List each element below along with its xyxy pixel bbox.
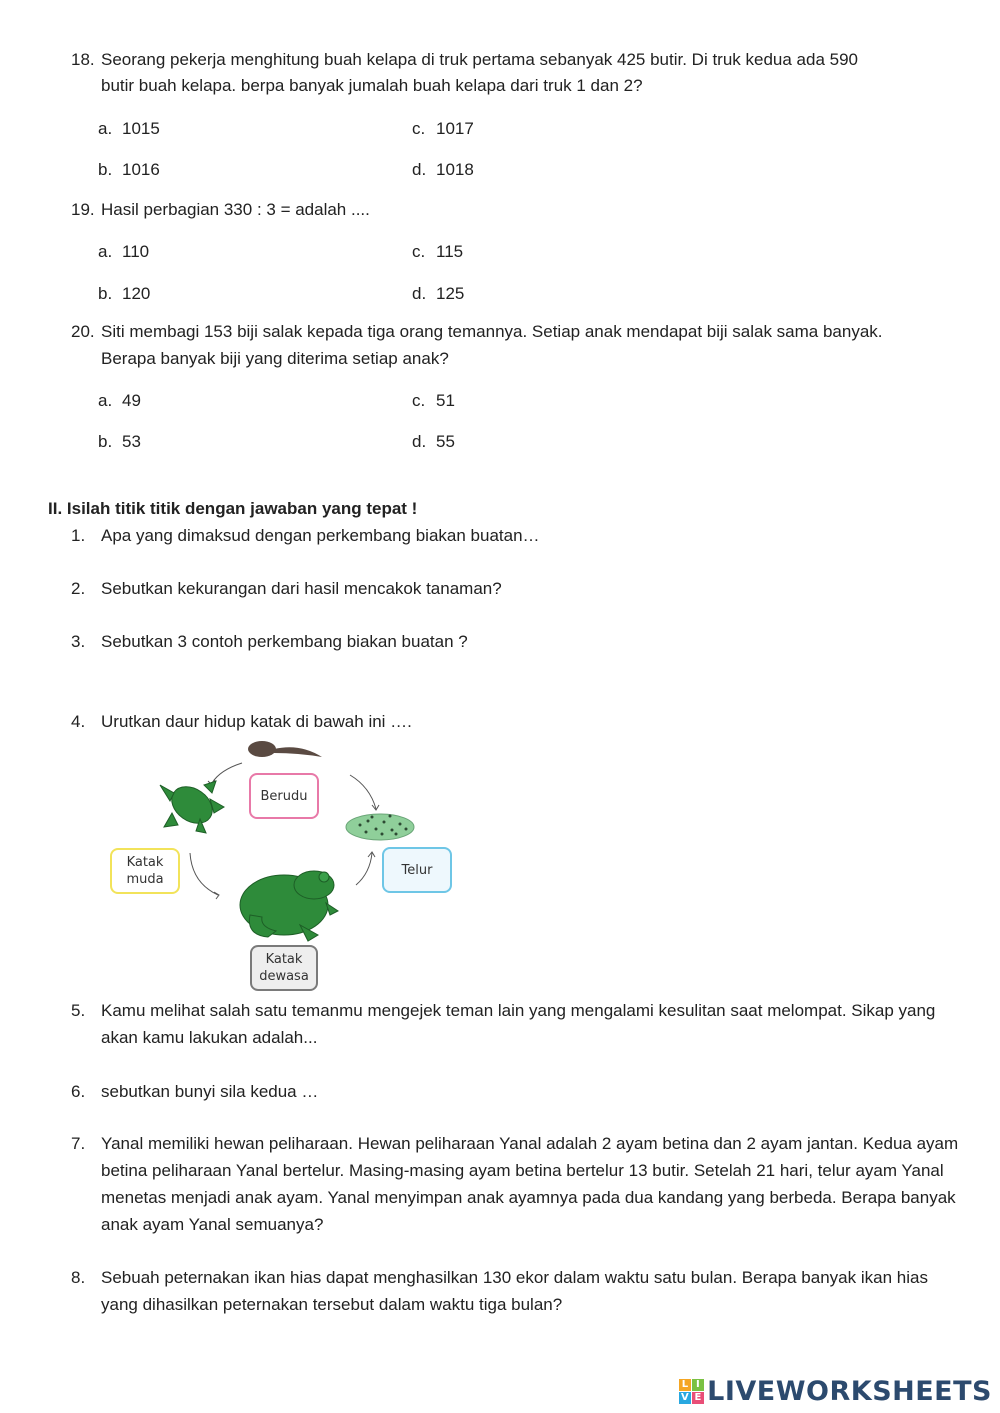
question-20-continued: Berapa banyak biji yang diterima setiap anak? [101,349,449,368]
tadpole-icon [248,741,276,757]
question-text: Seorang pekerja menghitung buah kelapa di truk pertama sebanyak 425 butir. Di truk kedua ada 590 [101,50,858,69]
label-katak-dewasa: Katak dewasa [250,945,318,991]
option-a[interactable]: a. 1015 [98,119,160,138]
option-d[interactable]: d. 125 [412,284,465,303]
liveworksheets-logo[interactable] [679,1376,992,1407]
label-katak-muda: Katak muda [110,848,180,894]
essay-item-3: 3. Sebutkan 3 contoh perkembang biakan buatan ? [71,632,468,651]
question-19 [71,197,951,223]
option-a[interactable]: a. 110 [98,242,150,261]
question-number: 19. [71,200,95,219]
option-d[interactable]: d. 55 [412,432,455,451]
arrow-icon [350,775,376,809]
label-berudu: Berudu [249,773,319,819]
option-c[interactable]: c. 1017 [412,119,474,138]
option-d[interactable]: d. 1018 [412,160,474,179]
section-title: II. Isilah titik titik dengan jawaban yang tepat ! [48,499,418,518]
arrow-icon [212,763,242,783]
option-b[interactable]: b. 53 [98,432,141,451]
option-b[interactable]: b. 1016 [98,160,160,179]
label-telur: Telur [382,847,452,893]
question-number: 20. [71,322,95,341]
essay-item-5: 5. Kamu melihat salah satu temanmu mengejek teman lain yang mengalami kesulitan saat melompat. Sikap yang akan kamu lakukan adalah... [71,1001,936,1047]
adult-frog-icon [240,871,338,941]
essay-item-6: 6. sebutkan bunyi sila kedua … [71,1082,319,1101]
option-c[interactable]: c. 51 [412,391,455,410]
question-20 [71,319,951,345]
question-text: Siti membagi 153 biji salak kepada tiga orang temannya. Setiap anak mendapat biji salak sama banyak. [101,322,883,341]
question-number: 18. [71,50,95,69]
essay-item-2: 2. Sebutkan kekurangan dari hasil mencakok tanaman? [71,579,502,598]
froglet-icon [160,779,224,833]
essay-item-1: 1. Apa yang dimaksud dengan perkembang biakan buatan… [71,526,540,545]
logo-badge-icon: L I V E [679,1379,704,1404]
question-18-continued: butir buah kelapa. berpa banyak jumalah buah kelapa dari truk 1 dan 2? [101,76,643,95]
essay-item-7: 7. Yanal memiliki hewan peliharaan. Hewan peliharaan Yanal adalah 2 ayam betina dan 2 ayam jantan. Kedua ayam betina peliharaan Yanal bertelur. Masing-masing ayam betina bertelur 13 butir. Setelah 21 hari, telur ayam Yanal menetas menjadi anak ayam. Yanal menyimpan anak ayamnya pada dua kandang yang berbeda. Berapa banyak anak ayam Yanal semuanya? [71,1134,959,1234]
option-c[interactable]: c. 115 [412,242,464,261]
essay-item-8: 8. Sebuah peternakan ikan hias dapat menghasilkan 130 ekor dalam waktu satu bulan. Berapa banyak ikan hias yang dihasilkan peternakan tersebut dalam waktu tiga bulan? [71,1268,928,1314]
logo-text: LIVEWORKSHEETS [707,1376,992,1407]
arrow-icon [190,853,218,895]
frog-life-cycle-diagram [100,735,460,997]
question-text: Hasil perbagian 330 : 3 = adalah .... [101,200,370,219]
essay-item-4: 4. Urutkan daur hidup katak di bawah ini …. [71,712,412,731]
option-b[interactable]: b. 120 [98,284,151,303]
question-18 [71,47,951,73]
frog-eggs-icon [346,814,414,840]
option-a[interactable]: a. 49 [98,391,141,410]
arrow-icon [356,853,372,885]
